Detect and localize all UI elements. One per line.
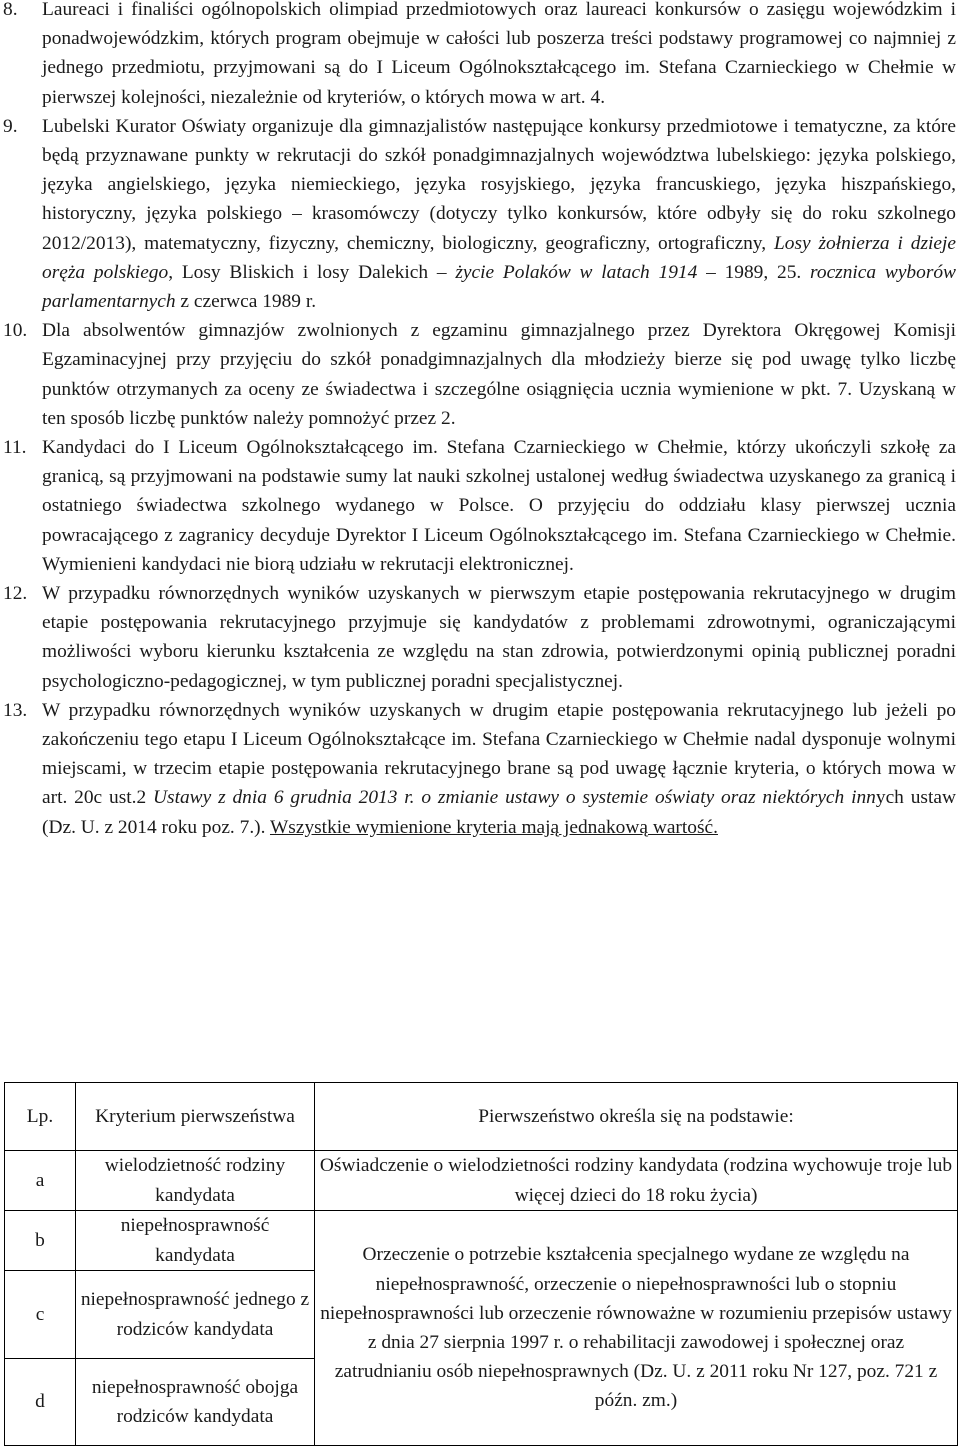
cell-lp: c: [5, 1271, 76, 1359]
point-text: , Losy Bliskich i losy Dalekich –: [168, 261, 447, 283]
point-number: 11.: [3, 437, 27, 459]
cell-basis: Oświadczenie o wielodzietności rodziny kandydata (rodzina wychowuje troje lub więcej dzieci do 18 roku życia): [315, 1151, 958, 1211]
cell-lp: d: [5, 1359, 76, 1446]
point-text: Dla absolwentów gimnazjów zwolnionych z egzaminu gimnazjalnego przez Dyrektora Okręgowej Komisji Egzaminacyjnej przy przyjęciu do szkół ponadgimnazjalnych dla młodzieży bierze się pod uwagę tylko liczbę punktów otrzymanych za oceny ze świadectwa i szczególne osiągnięcia ucznia wymienione w pkt. 7. Uzyskaną w ten sposób liczbę punktów należy pomnożyć przez 2.: [42, 320, 956, 429]
point-11: [0, 433, 960, 579]
point-text: z czerwca 1989 r.: [180, 291, 317, 313]
point-number: 8.: [3, 0, 18, 20]
header-lp: Lp.: [5, 1083, 76, 1151]
cell-criterion: niepełnosprawność jednego z rodziców kandydata: [76, 1271, 315, 1359]
header-criterion: Kryterium pierwszeństwa: [76, 1083, 315, 1151]
cell-criterion: niepełnosprawność obojga rodziców kandydata: [76, 1359, 315, 1446]
point-10: [0, 316, 960, 433]
contest-title-italic: rocznica wyborów parlamentarnych: [42, 261, 956, 313]
point-number: 12.: [3, 583, 28, 605]
cell-criterion: niepełnosprawność kandydata: [76, 1211, 315, 1271]
cell-basis-shared: Orzeczenie o potrzebie kształcenia specjalnego wydane ze względu na niepełnosprawność, orzeczenie o niepełnosprawności lub o stopniu niepełnosprawności lub orzeczenie równoważne w rozumieniu przepisów ustawy z dnia 27 sierpnia 1997 r. o rehabilitacji zawodowej i społecznej oraz zatrudnianiu osób niepełnosprawnych (Dz. U. z 2011 roku Nr 127, poz. 721 z późn. zm.): [315, 1211, 958, 1446]
point-12: [0, 579, 960, 696]
contest-title-italic: życie Polaków w latach 1914: [455, 261, 698, 283]
contest-title-italic: Losy żołnierza i dzieje oręża polskiego: [42, 232, 956, 283]
point-text: W przypadku równorzędnych wyników uzyskanych w pierwszym etapie postępowania rekrutacyjnego w drugim etapie postępowania rekrutacyjnego przyjmuje się kandydatów z problemami zdrowotnymi, ograniczającymi możliwości wyboru kierunku kształcenia ze względu na stan zdrowia, potwierdzonymi opinią publicznej poradni psychologiczno-pedagogicznej, w tym publicznej poradni specjalistycznej.: [42, 583, 956, 692]
priority-criteria-table: [4, 1082, 958, 1446]
point-8: [0, 0, 960, 112]
point-text: Lubelski Kurator Oświaty organizuje dla gimnazjalistów następujące konkursy przedmiotowe i tematyczne, za które będą przyznawane punkty w rekrutacji do szkół ponadgimnazjalnych województwa lubelskiego: języka polskiego, języka angielskiego, języka niemieckiego, języka rosyjskiego, języka francuskiego, języka hiszpańskiego, historyczny, języka polskiego – krasomówczy (dotyczy tylko konkursów, które odbyły się do roku szkolnego 2012/2013), matematyczny, fizyczny, chemiczny, biologiczny, geograficzny, ortograficzny,: [42, 115, 956, 254]
table-row: [5, 1151, 958, 1211]
cell-lp: b: [5, 1211, 76, 1271]
point-text: W przypadku równorzędnych wyników uzyskanych w drugim etapie postępowania rekrutacyjnego lub jeżeli po zakończeniu tego etapu I Liceum Ogólnokształcące im. Stefana Czarnieckiego w Chełmie nadal dysponuje wolnymi miejscami, w trzecim etapie postępowania rekrutacyjnego brane są pod uwagę łącznie kryteria, o których mowa w art. 20c ust.2: [42, 699, 956, 809]
point-text: Laureaci i finaliści ogólnopolskich olimpiad przedmiotowych oraz laureaci konkursów o zasięgu wojewódzkim i ponadwojewódzkim, których program obejmuje w całości lub poszerza treści podstawy programowej co najmniej z jednego przedmiotu, przyjmowani są do I Liceum Ogólnokształcącego im. Stefana Czarnieckiego w Chełmie w pierwszej kolejności, niezależnie od kryteriów, o których mowa w art. 4.: [42, 0, 956, 108]
table-row: [5, 1211, 958, 1271]
cell-lp: a: [5, 1151, 76, 1211]
table-header-row: [5, 1083, 958, 1151]
point-number: 10.: [3, 320, 28, 342]
point-number: 9.: [3, 115, 18, 137]
point-9: [0, 112, 960, 316]
cell-criterion: wielodzietność rodziny kandydata: [76, 1151, 315, 1211]
point-text: Kandydaci do I Liceum Ogólnokształcącego im. Stefana Czarnieckiego w Chełmie, którzy ukończyli szkołę za granicą, są przyjmowani na podstawie sumy lat nauki szkolnej ustalonej według świadectwa uzyskanego za granicą i ostatniego świadectwa szkolnego wydanego w Polsce. O przyjęciu do oddziału klasy pierwszej ucznia powracającego z zagranicy decyduje Dyrektor I Liceum Ogólnokształcącego im. Stefana Czarnieckiego w Chełmie. Wymienieni kandydaci nie biorą udziału w rekrutacji elektronicznej.: [42, 437, 956, 575]
point-text: – 1989, 25.: [706, 261, 802, 283]
header-basis: Pierwszeństwo określa się na podstawie:: [315, 1083, 958, 1151]
underlined-statement: Wszystkie wymienione kryteria mają jednakową wartość.: [269, 816, 718, 838]
point-text: ych ustaw (Dz. U. z 2014 roku poz. 7.).: [42, 787, 956, 838]
point-13: [0, 696, 960, 842]
act-title-italic: Ustawy z dnia 6 grudnia 2013 r. o zmianie ustawy o systemie oświaty oraz niektórych inn: [153, 787, 876, 809]
point-number: 13.: [3, 699, 28, 721]
